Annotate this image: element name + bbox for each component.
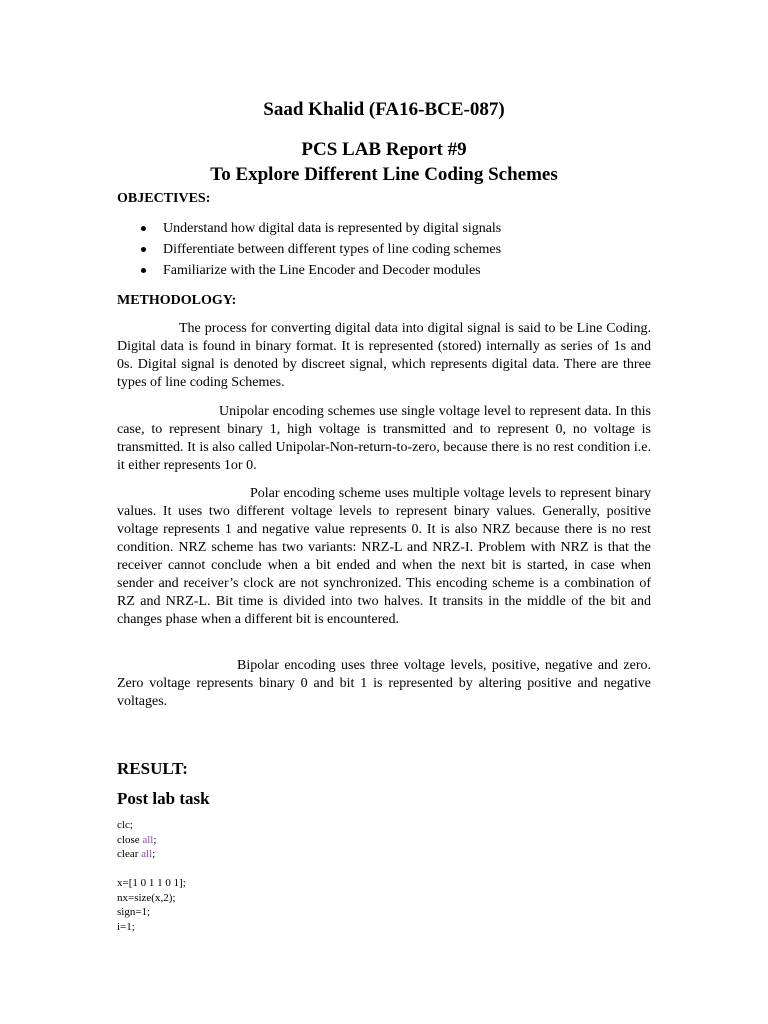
bullet-icon (141, 268, 146, 273)
code-line-blank (117, 862, 186, 877)
methodology-heading: METHODOLOGY: (117, 293, 237, 308)
methodology-paragraph-unipolar: Unipolar encoding schemes use single voltage level to represent data. In this case, to represent binary 1, high voltage is transmitted and to represent 0, no voltage is transmitted. It is also called Unipolar-Non-return-to-zero, because there is no rest condition i.e. it either represents 1or 0. (117, 404, 651, 473)
code-line: clear all; (117, 848, 156, 860)
methodology-paragraph-bipolar: Bipolar encoding uses three voltage levels, positive, negative and zero. Zero voltage represents binary 0 and bit 1 is represented by altering positive and negative voltages. (117, 658, 651, 709)
objectives-list (117, 218, 501, 281)
list-item (117, 218, 501, 239)
result-heading: RESULT: (117, 759, 188, 778)
author-title: Saad Khalid (FA16-BCE-087) (263, 99, 505, 120)
code-keyword: all (141, 848, 153, 860)
post-lab-heading: Post lab task (117, 789, 210, 808)
code-line: clc; (117, 819, 133, 831)
code-line: sign=1; (117, 906, 151, 918)
objectives-heading: OBJECTIVES: (117, 191, 211, 206)
objective-text: Differentiate between different types of line coding schemes (163, 242, 502, 257)
code-line: x=[1 0 1 1 0 1]; (117, 877, 186, 889)
objective-text: Familiarize with the Line Encoder and Decoder modules (163, 263, 481, 278)
code-block (117, 818, 186, 934)
report-subject: To Explore Different Line Coding Schemes (210, 164, 558, 185)
methodology-paragraph-polar: Polar encoding scheme uses multiple voltage levels to represent binary values. It uses two different voltage levels to represent binary values. Generally, positive voltage represents 1 and negative value represents 0. It is also NRZ because there is no rest condition. NRZ scheme has two variants: NRZ-L and NRZ-I. Problem with NRZ is that the receiver cannot conclude when a bit ended and when the next bit is started, in case when sender and receiver’s clock are not synchronized. This encoding scheme is a combination of RZ and NRZ-L. Bit time is divided into two halves. It transits in the middle of the bit and changes phase when a different bit is encountered. (117, 486, 651, 627)
bullet-icon (141, 247, 146, 252)
list-item (117, 260, 501, 281)
objective-text: Understand how digital data is represented by digital signals (163, 221, 502, 236)
methodology-paragraph-line-coding: The process for converting digital data into digital signal is said to be Line Coding. Digital data is found in binary format. It is represented (stored) internally as series of 1s and 0s. Digital signal is denoted by discreet signal, which represents digital data. There are three types of line coding Schemes. (117, 321, 651, 390)
code-line: close all; (117, 833, 157, 846)
code-keyword: all (142, 833, 154, 846)
code-line: i=1; (117, 920, 135, 933)
report-title: PCS LAB Report #9 (301, 139, 467, 160)
bullet-icon (141, 226, 146, 231)
list-item (117, 239, 501, 260)
code-line: nx=size(x,2); (117, 891, 176, 904)
